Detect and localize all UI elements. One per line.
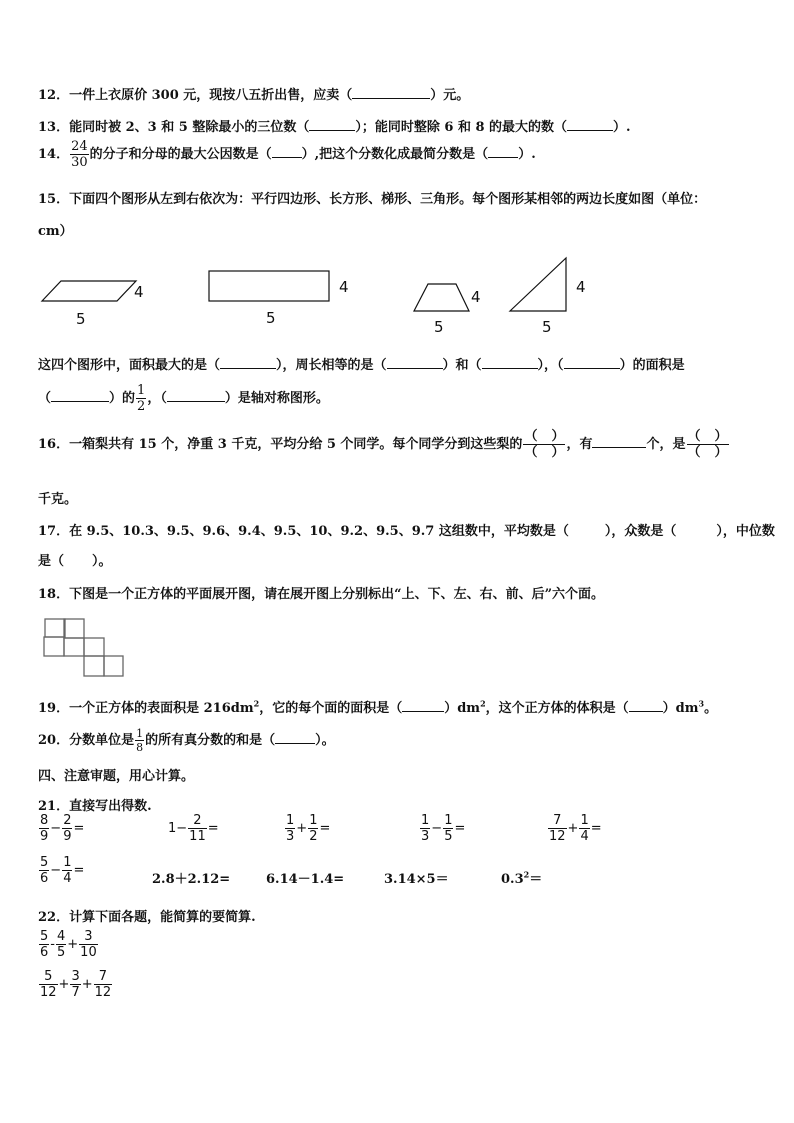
fraction [94, 970, 113, 999]
question-text: 一箱梨共有 15 个，净重 3 千克，平均分给 5 个同学。每个同学分到这些梨的 [69, 437, 523, 452]
fraction-denominator: 12 [94, 985, 112, 1000]
triangle-side-label: 4 [576, 278, 586, 296]
question-number: 21． [38, 799, 70, 814]
answer-blank[interactable] [564, 356, 620, 369]
question-number: 17． [38, 524, 70, 539]
question-21 [38, 795, 152, 814]
expression-21-1 [38, 814, 84, 843]
question-number: 12． [38, 88, 70, 103]
fraction-denominator: 2 [137, 399, 146, 414]
fraction-denominator: 3 [286, 829, 295, 844]
answer-blank[interactable] [567, 118, 613, 131]
fraction-numerator: 3 [71, 969, 80, 984]
question-number: 16． [38, 437, 70, 452]
question-number: 22． [38, 910, 70, 925]
fraction-numerator: 1 [421, 813, 430, 828]
expression-21-3 [284, 814, 330, 843]
operator: + [81, 977, 93, 992]
fraction-blank[interactable] [523, 430, 565, 459]
fraction-blank-numerator [687, 430, 729, 444]
expression-21-6 [38, 856, 84, 885]
fraction-numerator: 5 [44, 969, 53, 984]
fraction-numerator: 7 [553, 813, 562, 828]
rectangle-shape [209, 271, 329, 301]
equals-sign: = [319, 821, 331, 836]
fraction-denominator: 3 [421, 829, 430, 844]
operator: + [58, 977, 70, 992]
answer-blank[interactable] [272, 145, 302, 158]
net-square [45, 619, 65, 637]
question-text: ）；能同时整除 6 和 8 的最大的数（ [355, 120, 568, 135]
question-text: ）dm [444, 701, 481, 716]
answer-blank[interactable] [275, 731, 315, 744]
question-text: ）. [613, 120, 631, 135]
triangle-shape [510, 258, 566, 311]
question-text: ）,把这个分数化成最简分数是（ [301, 147, 489, 162]
question-15 [38, 188, 706, 207]
expression-22-2 [38, 970, 113, 999]
question-text: 在 9.5、10.3、9.5、9.6、9.4、9.5、10、9.2、9.5、9.7 这组数中，平均数是（ [69, 524, 569, 539]
question-text: ），（ [537, 358, 564, 373]
fraction-denominator: 12 [549, 829, 566, 844]
question-text: ）是轴对称图形。 [224, 391, 329, 406]
fraction-one-half [136, 384, 146, 413]
fraction-blank-denominator [687, 444, 729, 459]
fraction-numerator: 1 [286, 813, 295, 828]
fraction-numerator: 1 [63, 855, 72, 870]
shapes-figure [0, 250, 794, 340]
operator: − [50, 821, 62, 836]
fraction-blank-denominator [523, 444, 565, 459]
fraction [548, 814, 567, 843]
question-text: ，它的每个面的面积是（ [259, 701, 403, 716]
question-text: 计算下面各题，能简算的要简算. [69, 910, 256, 925]
equals-sign: = [73, 863, 85, 878]
answer-blank[interactable] [309, 118, 355, 131]
question-14 [38, 140, 536, 169]
question-number: 15． [38, 192, 70, 207]
fraction-blank[interactable] [687, 430, 729, 459]
net-square [84, 656, 104, 676]
question-20 [38, 728, 335, 753]
question-text: ，（ [147, 391, 167, 406]
expression-22-1 [38, 930, 99, 959]
net-square [64, 619, 84, 638]
fraction [308, 814, 318, 843]
question-number: 20． [38, 733, 70, 748]
parallelogram-side-label: 4 [134, 283, 144, 301]
expression-21-4 [419, 814, 465, 843]
fraction-denominator: 4 [580, 829, 589, 844]
expression-21-5 [547, 814, 602, 843]
fraction-numerator: 1 [444, 813, 453, 828]
rectangle-base-label: 5 [266, 309, 276, 327]
bracket: （ [687, 445, 701, 460]
fraction-denominator: 10 [80, 945, 97, 960]
fraction [579, 814, 589, 843]
fraction-denominator: 9 [63, 829, 72, 844]
question-16-line-2 [38, 488, 77, 507]
fraction [39, 930, 49, 959]
fraction [62, 856, 72, 885]
question-text: 下面四个图形从左到右依次为：平行四边形、长方形、梯形、三角形。每个图形某相邻的两边长度如图（单位： [69, 192, 707, 207]
answer-blank[interactable] [167, 389, 225, 402]
exponent: 2 [480, 698, 486, 709]
fraction-numerator: 1 [136, 727, 144, 740]
fraction-numerator: 1 [580, 813, 589, 828]
question-text: 是（ [38, 554, 65, 569]
fraction [39, 970, 58, 999]
question-text: 的分子和分母的最大公因数是（ [89, 147, 272, 162]
fraction-denominator: 5 [56, 945, 66, 960]
fraction-numerator: 1 [309, 813, 318, 828]
answer-blank[interactable] [482, 356, 538, 369]
question-text: 能同时被 2、3 和 5 整除最小的三位数（ [69, 120, 310, 135]
question-text: ，这个正方体的体积是（ [485, 701, 629, 716]
operator: − [431, 821, 443, 836]
question-text: （ [38, 391, 52, 406]
fraction [285, 814, 295, 843]
answer-blank[interactable] [387, 356, 443, 369]
fraction-denominator: 7 [71, 985, 80, 1000]
operator: + [567, 821, 579, 836]
answer-blank[interactable] [220, 356, 276, 369]
equals-sign: ＝ [529, 872, 543, 887]
question-text: 的所有真分数的和是（ [145, 733, 276, 748]
fraction [188, 814, 207, 843]
question-text: 这四个图形中，面积最大的是（ [38, 358, 221, 373]
answer-blank[interactable] [629, 699, 663, 712]
trapezoid-shape [414, 284, 469, 311]
question-text: ）和（ [442, 358, 482, 373]
fraction-numerator: 7 [98, 969, 108, 984]
question-text: ）。 [315, 733, 335, 748]
question-text: ），周长相等的是（ [276, 358, 387, 373]
fraction [70, 140, 89, 169]
fraction [56, 930, 66, 959]
question-number: 14． [38, 147, 70, 162]
equals-sign: = [73, 821, 85, 836]
net-square [104, 656, 123, 676]
answer-blank[interactable] [402, 699, 444, 712]
fraction-denominator: 6 [40, 871, 49, 886]
question-text: ），中位数 [716, 524, 775, 539]
net-square [44, 637, 64, 656]
equals-sign: = [207, 821, 219, 836]
fraction-numerator: 5 [40, 929, 49, 944]
fraction-denominator: 12 [40, 985, 57, 1000]
exponent: 2 [523, 869, 530, 880]
fraction-denominator: 4 [63, 871, 72, 886]
fraction [62, 814, 72, 843]
parallelogram-base-label: 5 [76, 310, 86, 328]
fraction-numerator: 1 [137, 383, 146, 398]
expression-21-10 [501, 868, 542, 887]
question-text: ）. [518, 147, 536, 162]
question-text: 一个正方体的表面积是 216dm [69, 701, 254, 716]
section-4-heading [38, 765, 194, 784]
question-15-unit [38, 220, 73, 239]
fraction-denominator: 11 [189, 829, 206, 844]
fraction-denominator: 2 [309, 829, 318, 844]
section-title: 四、注意审题，用心计算。 [38, 769, 195, 784]
exponent: 3 [698, 698, 705, 709]
operator: + [67, 937, 79, 952]
question-text: 。 [704, 701, 718, 716]
answer-blank[interactable] [488, 145, 518, 158]
operand: 0.3 [501, 872, 524, 887]
question-16 [38, 430, 730, 459]
fraction-denominator: 30 [71, 155, 88, 170]
question-text: 个，是 [646, 437, 686, 452]
fraction-numerator: 8 [40, 813, 49, 828]
operator: - [50, 937, 55, 952]
equals-sign: = [454, 821, 466, 836]
question-number: 18． [38, 587, 70, 602]
question-text: ）。 [92, 554, 112, 569]
fraction-denominator: 8 [136, 741, 144, 754]
fraction-numerator: 2 [193, 813, 202, 828]
question-text: 分数单位是 [69, 733, 135, 748]
operand: 1− [168, 821, 188, 836]
question-text: ，有 [566, 437, 593, 452]
expression-21-9: 3.14×5＝ [384, 872, 449, 887]
question-17-line-2 [38, 550, 112, 569]
answer-blank[interactable] [51, 389, 109, 402]
question-text: ）的 [109, 391, 136, 406]
fraction-numerator: 2 [63, 813, 72, 828]
bracket: ） [714, 429, 728, 444]
question-text: ），众数是（ [604, 524, 677, 539]
expression-21-2 [168, 814, 219, 843]
bracket: ） [714, 445, 728, 460]
trapezoid-base-label: 5 [434, 318, 444, 336]
question-number: 19． [38, 701, 70, 716]
question-text: ）的面积是 [619, 358, 685, 373]
expression-21-8: 6.14－1.4= [266, 872, 345, 887]
question-text: ）dm [662, 701, 699, 716]
fraction-denominator: 9 [40, 829, 49, 844]
fraction [135, 728, 144, 753]
bracket: （ [687, 429, 701, 444]
bracket: （ [524, 445, 538, 460]
operator: + [296, 821, 308, 836]
bracket: （ [524, 429, 538, 444]
fraction [443, 814, 453, 843]
fraction-denominator: 5 [444, 829, 453, 844]
question-22 [38, 906, 256, 925]
fraction [420, 814, 430, 843]
question-12 [38, 84, 469, 103]
triangle-base-label: 5 [542, 318, 552, 336]
fraction-numerator: 24 [71, 139, 88, 154]
question-text: cm） [38, 224, 73, 239]
question-text: 下图是一个正方体的平面展开图，请在展开图上分别标出“上、下、左、右、前、后”六个面。 [69, 587, 605, 602]
net-square [64, 638, 84, 656]
question-text: ）元。 [430, 88, 470, 103]
question-number: 13． [38, 120, 70, 135]
trapezoid-side-label: 4 [471, 288, 481, 306]
cube-net-figure [40, 614, 130, 680]
question-text: 直接写出得数. [69, 799, 152, 814]
answer-blank[interactable] [352, 86, 430, 99]
operator: − [50, 863, 62, 878]
question-19 [38, 697, 717, 716]
fraction-numerator: 5 [40, 855, 49, 870]
expression-21-7: 2.8＋2.12= [152, 872, 231, 887]
fraction-numerator: 3 [84, 929, 93, 944]
question-text: 千克。 [38, 492, 78, 507]
fraction-blank-numerator [523, 430, 565, 444]
net-square [84, 638, 104, 656]
fraction [39, 814, 49, 843]
fraction [79, 930, 98, 959]
bracket: ） [551, 445, 565, 460]
question-13 [38, 116, 631, 135]
equals-sign: = [590, 821, 602, 836]
bracket: ） [551, 429, 565, 444]
question-17 [38, 520, 775, 539]
fraction-numerator: 4 [56, 929, 66, 944]
question-15-line-2 [38, 354, 685, 373]
exponent: 2 [253, 698, 260, 709]
question-18 [38, 583, 604, 602]
rectangle-side-label: 4 [339, 278, 349, 296]
question-15-line-3 [38, 384, 329, 413]
answer-blank[interactable] [592, 435, 646, 448]
question-text: 一件上衣原价 300 元，现按八五折出售，应卖（ [69, 88, 353, 103]
parallelogram-shape [42, 281, 136, 301]
fraction [70, 970, 80, 999]
fraction [39, 856, 49, 885]
fraction-denominator: 6 [40, 945, 49, 960]
